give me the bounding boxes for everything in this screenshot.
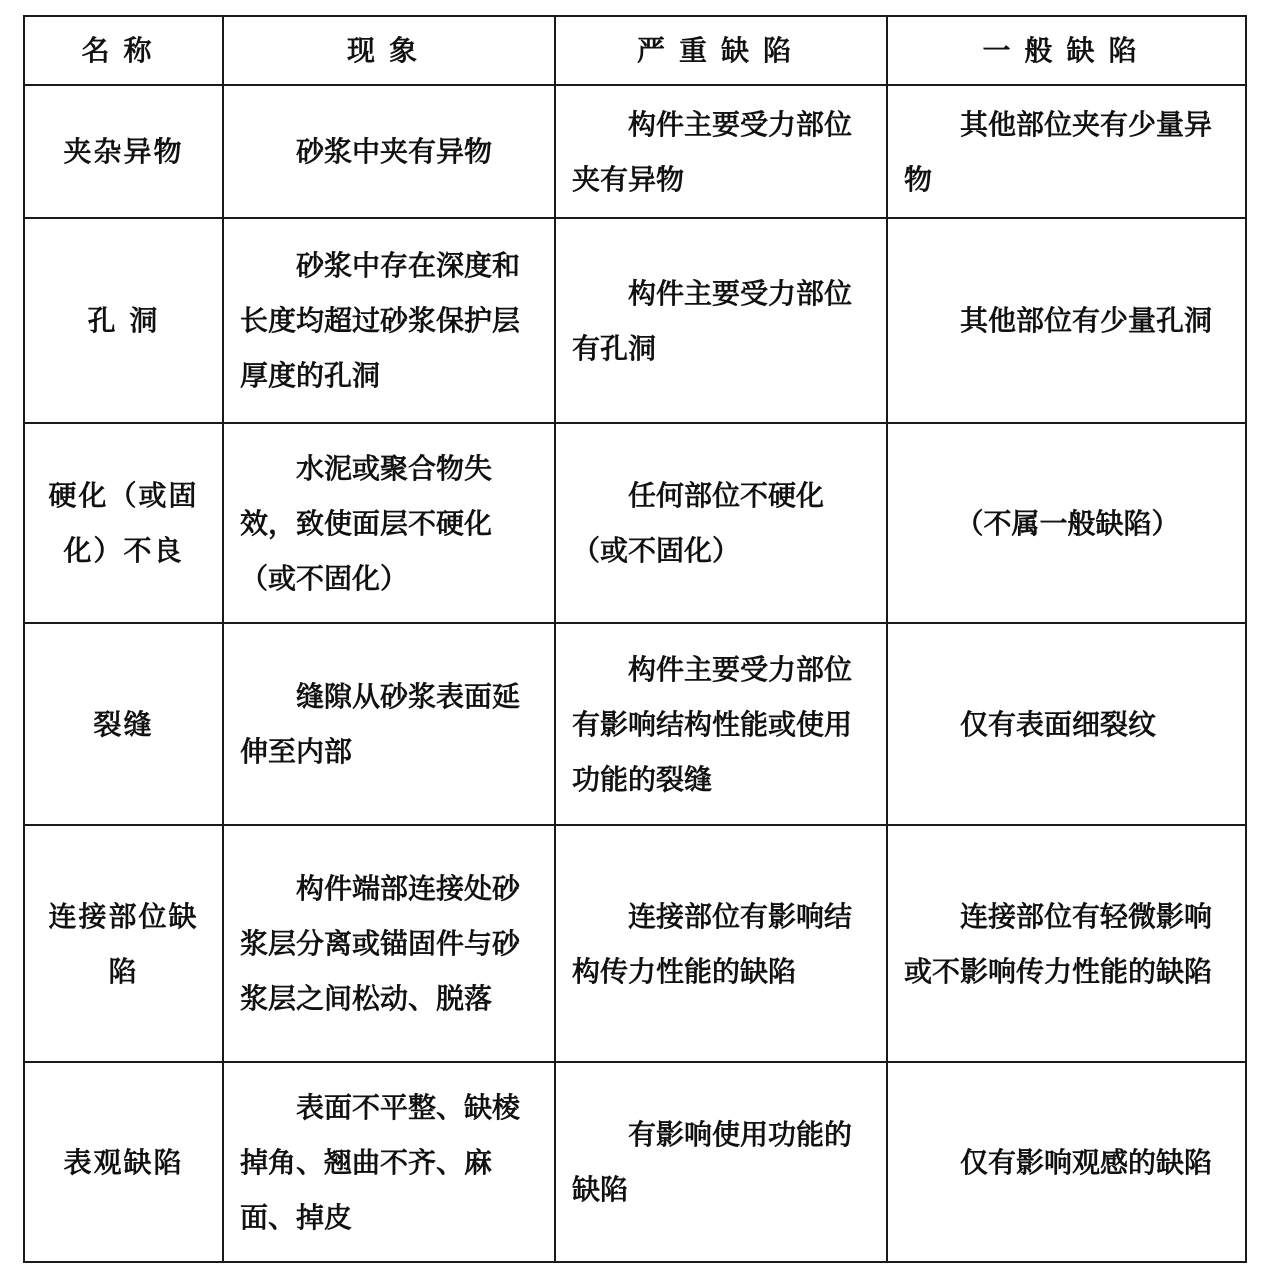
cell-name: 裂缝	[24, 623, 223, 825]
header-serious-defect: 严重缺陷	[555, 16, 887, 85]
cell-serious-defect: 有影响使用功能的缺陷	[555, 1062, 887, 1262]
cell-name: 夹杂异物	[24, 85, 223, 218]
cell-general-defect: 其他部位有少量孔洞	[887, 218, 1246, 423]
cell-name: 连接部位缺陷	[24, 825, 223, 1062]
table-row	[24, 623, 1246, 825]
cell-phenomenon: 砂浆中夹有异物	[223, 85, 555, 218]
header-general-defect: 一般缺陷	[887, 16, 1246, 85]
cell-phenomenon: 表面不平整、缺棱掉角、翘曲不齐、麻面、掉皮	[223, 1062, 555, 1262]
cell-general-defect: 连接部位有轻微影响或不影响传力性能的缺陷	[887, 825, 1246, 1062]
cell-phenomenon: 缝隙从砂浆表面延伸至内部	[223, 623, 555, 825]
cell-name: 表观缺陷	[24, 1062, 223, 1262]
cell-general-defect: 仅有表面细裂纹	[887, 623, 1246, 825]
table-row	[24, 218, 1246, 423]
cell-name: 硬化（或固化）不良	[24, 423, 223, 623]
cell-serious-defect: 构件主要受力部位有孔洞	[555, 218, 887, 423]
defect-classification-table	[23, 15, 1247, 1263]
table-row	[24, 1062, 1246, 1262]
cell-serious-defect: 连接部位有影响结构传力性能的缺陷	[555, 825, 887, 1062]
cell-serious-defect: 构件主要受力部位夹有异物	[555, 85, 887, 218]
cell-name: 孔 洞	[24, 218, 223, 423]
cell-general-defect: （不属一般缺陷）	[887, 423, 1246, 623]
cell-general-defect: 其他部位夹有少量异物	[887, 85, 1246, 218]
table-row	[24, 423, 1246, 623]
cell-serious-defect: 任何部位不硬化（或不固化）	[555, 423, 887, 623]
cell-general-defect: 仅有影响观感的缺陷	[887, 1062, 1246, 1262]
cell-serious-defect: 构件主要受力部位有影响结构性能或使用功能的裂缝	[555, 623, 887, 825]
cell-phenomenon: 砂浆中存在深度和长度均超过砂浆保护层厚度的孔洞	[223, 218, 555, 423]
table-header-row	[24, 16, 1246, 85]
table-row	[24, 825, 1246, 1062]
header-phenomenon: 现象	[223, 16, 555, 85]
cell-phenomenon: 水泥或聚合物失效，致使面层不硬化（或不固化）	[223, 423, 555, 623]
header-name: 名称	[24, 16, 223, 85]
table-row	[24, 85, 1246, 218]
cell-phenomenon: 构件端部连接处砂浆层分离或锚固件与砂浆层之间松动、脱落	[223, 825, 555, 1062]
